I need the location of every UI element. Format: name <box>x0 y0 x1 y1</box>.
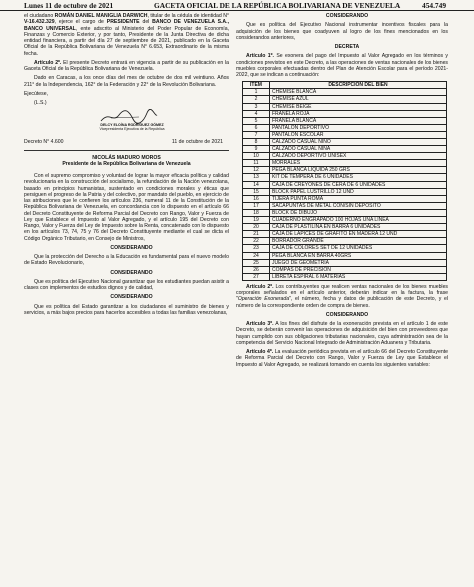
table-row <box>243 160 447 167</box>
item-number-cell: 17 <box>243 202 270 209</box>
item-description-cell: PANTALÓN DEPORTIVO <box>270 124 447 131</box>
table-row <box>243 131 447 138</box>
item-number-cell: 24 <box>243 252 270 259</box>
considerando-text: Que es política del Estado garantizar a los ciudadanos el suministro de bienes y servicios, a más bajos precios para hacerlos accesibles a todas las familias venezolanas, <box>24 303 229 316</box>
item-description-cell: FRANELA BLANCA <box>270 117 447 124</box>
item-description-cell: CHEMISE BEIGE <box>270 103 447 110</box>
article-label: Artículo 1º. <box>246 53 274 60</box>
signature-role: Vicepresidenta Ejecutiva de la República <box>99 127 165 132</box>
item-description-cell: COMPÁS DE PRECISIÓN <box>270 266 447 273</box>
text-segment: del <box>139 19 153 26</box>
table-row <box>243 195 447 202</box>
table-row <box>243 231 447 238</box>
article-3 <box>236 321 448 346</box>
text-segment: , ejerce el cargo de <box>54 19 107 26</box>
bold-segment: V-16.432.329 <box>24 19 55 26</box>
item-number-cell: 16 <box>243 195 270 202</box>
item-description-cell: CAJA DE COLORES SET DE 12 UNIDADES <box>270 245 447 252</box>
table-row <box>243 209 447 216</box>
item-number-cell: 22 <box>243 238 270 245</box>
item-number-cell: 15 <box>243 188 270 195</box>
item-number-cell: 18 <box>243 209 270 216</box>
table-row <box>243 238 447 245</box>
table-body <box>243 89 447 281</box>
article-2-left <box>24 60 229 73</box>
article-1 <box>236 53 448 78</box>
article-text: Los contribuyentes que realicen ventas nacionales de los bienes muebles corporales señalados en el artículo anterior, deberán indicar en la factura, la frase " <box>236 283 448 303</box>
item-number-cell: 6 <box>243 124 270 131</box>
table-row <box>243 202 447 209</box>
decree-number-line <box>24 139 223 145</box>
table-row <box>243 153 447 160</box>
ejecutese-label: Ejecútese, <box>24 90 49 97</box>
article-text: La evaluación periódica prevista en el artículo 66 del Decreto Constituyente de Reforma Parcial del Decreto con Rango, Valor y Fuerza de Ley que Establece el Impuesto al Valor Agregado, se realizará tomando en cuenta los siguientes variables: <box>236 349 448 368</box>
table-row <box>243 124 447 131</box>
table-row <box>243 146 447 153</box>
signature-name: DELCY ELOÍNA RODRÍGUEZ GÓMEZ <box>100 123 164 128</box>
article-label: Artículo 2º. <box>246 283 274 290</box>
article-text: El presente Decreto entrará en vigencia a partir de su publicación en la Gaceta Oficial de la República Bolivariana de Venezuela. <box>24 59 229 72</box>
item-number-cell: 12 <box>243 167 270 174</box>
item-number-cell: 27 <box>243 273 270 280</box>
bold-segment: PRESIDENTE <box>106 19 140 26</box>
signature-caption <box>97 123 167 131</box>
item-number-cell: 5 <box>243 117 270 124</box>
item-description-cell: CALZADO CASUAL NIÑA <box>270 146 447 153</box>
table-row <box>243 110 447 117</box>
item-description-cell: CAJA DE CREYONES DE CERA DE 6 UNIDADES <box>270 181 447 188</box>
item-description-cell: FRANELA ROJA <box>270 110 447 117</box>
decree-number: Decreto N° 4.600 <box>24 139 64 146</box>
ls-label: (L.S.) <box>34 100 47 106</box>
header-date: Lunes 11 de octubre de 2021 <box>24 1 114 10</box>
table-header-row <box>243 82 447 89</box>
signature-block <box>24 109 229 133</box>
preamble-paragraph: Con el supremo compromiso y voluntad de lograr la mayor eficacia política y calidad revolucionaria en la construcción del socialismo, la refundación de la Nación venezolana, basado en principios humanistas, sustentado en condiciones morales y éticas que persiguen el progreso de la Patria y del colectivo, por mandato del pueblo, en ejercicio de las atribuciones que le confieren los artículos 236, numeral 11 de la Constitución de la República Bolivariana de Venezuela, en concordancia con lo dispuesto en el artículo 66 del Decreto Constituyente de Reforma Parcial del Decreto con Rango, Valor y Fuerza de Ley que Establece el Impuesto al Valor Agregado, y el artículo 195 del Decreto con Rango, Valor y Fuerza del Ley de Impuesto sobre la Renta, concatenado con lo dispuesto en los artículos 73, 74, 75 y 76 del Decreto Constituyente mediante el cual se dicta el Código Orgánico Tributario, en Consejo de Ministros, <box>24 173 229 242</box>
considerando-text: Que es política del Ejecutivo Nacional garantizar que los estudiantes puedan asistir a clases con implementos de estudios dignos y de calidad, <box>24 278 229 291</box>
considerando-text: Que la protección del Derecho a la Educación es fundamental para el nuevo modelo de Estado Revolucionario, <box>24 254 229 267</box>
item-number-cell: 7 <box>243 131 270 138</box>
item-description-cell: LIBRETA ESPIRAL 6 MATERIAS <box>270 273 447 280</box>
item-description-cell: CUADERNO ENGRAPADO 100 HOJAS UNA LÍNEA <box>270 217 447 224</box>
item-description-cell: CHEMISE BLANCA <box>270 89 447 96</box>
table-row <box>243 245 447 252</box>
president-title: Presidente de la República Bolivariana de Venezuela <box>62 160 191 167</box>
item-number-cell: 23 <box>243 245 270 252</box>
item-description-cell: CALZADO DEPORTIVO UNISEX <box>270 153 447 160</box>
item-description-cell: BLOCK PAPEL LUSTRILLO 12 UND <box>270 188 447 195</box>
table-row <box>243 252 447 259</box>
bold-segment: BANCO DE VENEZUELA S.A., BANCO UNIVERSAL <box>24 19 230 32</box>
item-number-cell: 25 <box>243 259 270 266</box>
article-label: Artículo 4º. <box>246 349 274 356</box>
table-row <box>243 266 447 273</box>
item-number-cell: 2 <box>243 96 270 103</box>
table-row <box>243 139 447 146</box>
dado-paragraph: Dado en Caracas, a los once días del mes de octubre de dos mil veintiuno. Años 211° de la Independencia, 162° de la Federación y 22° de la Revolución Bolivariana. <box>24 75 229 88</box>
exempt-goods-table <box>242 81 447 281</box>
table-row <box>243 188 447 195</box>
item-description-cell: KIT DE TEMPERA DE 6 UNIDADES <box>270 174 447 181</box>
appointment-paragraph <box>24 13 229 57</box>
item-description-cell: TIJERA PUNTA ROMA <box>270 195 447 202</box>
article-text: A los fines del disfrute de la exoneración prevista en el artículo 1 de este Decreto, se deberán convenir las operaciones de adquisición del bien con proveedores que hayan cumplido con sus obligaciones tributarias nacionales, cuya administración sea de la competencia del Servicio Nacional Integrado de Administración Aduanera y Tributaria. <box>236 321 448 346</box>
table-row <box>243 103 447 110</box>
table-row <box>243 89 447 96</box>
item-description-cell: CHEMISE AZUL <box>270 96 447 103</box>
table-row <box>243 167 447 174</box>
table-row <box>243 259 447 266</box>
table-row <box>243 174 447 181</box>
table-row <box>243 181 447 188</box>
item-description-cell: CALZADO CASUAL NIÑO <box>270 139 447 146</box>
item-description-cell: SACAPUNTAS DE METAL CON/SIN DEPOSITO <box>270 202 447 209</box>
decree-date: 11 de octubre de 2021 <box>171 139 223 146</box>
decreta-heading: DECRETA <box>334 44 360 50</box>
bold-segment: ROMÁN DANIEL MANIGLIA DARWICH <box>54 13 148 19</box>
left-column <box>24 13 229 319</box>
divider <box>24 150 229 151</box>
table-row <box>243 117 447 124</box>
item-number-cell: 1 <box>243 89 270 96</box>
item-number-cell: 9 <box>243 146 270 153</box>
table-row <box>243 217 447 224</box>
item-number-cell: 19 <box>243 217 270 224</box>
item-description-cell: BORRADOR GRANDE <box>270 238 447 245</box>
article-2-right <box>236 284 448 309</box>
article-text: Se exonera del pago del Impuesto al Valor Agregado en los términos y condiciones previstos en este Decreto, a las operaciones de ventas nacionales de los bienes muebles corporales efectuadas dentro del Plan de Atención Escolar para el período 2021-2022, que se indican a continuación: <box>236 53 449 78</box>
item-number-cell: 21 <box>243 231 270 238</box>
item-description-cell: CAJA DE LAPICES DE GRAFITO EN MADERA 12 UND <box>270 231 447 238</box>
header-page-number: 454.749 <box>422 1 447 10</box>
item-number-cell: 13 <box>243 174 270 181</box>
right-column <box>236 13 448 371</box>
president-name: NICOLÁS MADURO MOROS <box>92 154 161 161</box>
item-description-cell: PANTALÓN ESCOLAR <box>270 131 447 138</box>
considerando-heading: CONSIDERANDO <box>325 13 369 19</box>
table-row <box>243 273 447 280</box>
column-header-description: DESCRIPCIÓN DEL BIEN <box>270 82 447 89</box>
item-number-cell: 8 <box>243 139 270 146</box>
item-number-cell: 10 <box>243 153 270 160</box>
considerando-text: Que es política del Ejecutivo Nacional instrumentar incentivos fiscales para la adquisición de los bienes que coadyuven al logro de los fines mencionados en los considerandos anteriores, <box>236 22 448 41</box>
item-description-cell: BLOCK DE DIBUJO <box>270 209 447 216</box>
item-number-cell: 4 <box>243 110 270 117</box>
text-segment: , ente adscrito al Ministerio del Poder Popular de Economía, Finanzas y Comercio Exterior, y por tanto, Presidente de la Junta Directiva de dicha entidad financiera, a partir del día 27 de septiembre de 2021, publicado en la Gaceta Oficial de la República Bolivariana de Venezuela N° 6.653, Extraordinario de la misma fecha. <box>24 25 229 57</box>
item-number-cell: 11 <box>243 160 270 167</box>
item-number-cell: 26 <box>243 266 270 273</box>
article-label: Artículo 3º. <box>246 321 274 328</box>
text-segment: el ciudadano <box>24 13 55 19</box>
item-description-cell: PEGA BLANCA LÍQUIDA 250 GRS <box>270 167 447 174</box>
table-row <box>243 224 447 231</box>
considerando-heading: CONSIDERANDO <box>110 244 153 251</box>
article-4 <box>236 349 448 368</box>
item-number-cell: 3 <box>243 103 270 110</box>
gazette-header <box>0 1 474 11</box>
article-text: ", el número, fecha y datos de publicación de este Decreto, y el número de la correspondiente orden de compra de bienes. <box>236 296 448 309</box>
table-row <box>243 96 447 103</box>
column-header-item: ITEM <box>243 82 270 89</box>
considerando-heading: CONSIDERANDO <box>110 294 153 301</box>
item-description-cell: MORRALES <box>270 160 447 167</box>
considerando-heading: CONSIDERANDO <box>325 311 369 318</box>
header-title: GACETA OFICIAL DE LA REPÚBLICA BOLIVARIANA DE VENEZUELA <box>154 1 401 10</box>
item-number-cell: 14 <box>243 181 270 188</box>
article-italic-phrase: Operación Exonerada <box>237 296 290 303</box>
item-description-cell: PEGA BLANCA EN BARRA 40GRS <box>270 252 447 259</box>
item-description-cell: JUEGO DE GEOMETRÍA <box>270 259 447 266</box>
item-number-cell: 20 <box>243 224 270 231</box>
item-description-cell: CAJA DE PLASTILINA EN BARRA 6 UNIDADES <box>270 224 447 231</box>
article-label: Artículo 2º. <box>34 59 62 66</box>
considerando-heading: CONSIDERANDO <box>110 269 153 276</box>
text-segment: , titular de la cédula de identidad N° <box>147 13 230 19</box>
